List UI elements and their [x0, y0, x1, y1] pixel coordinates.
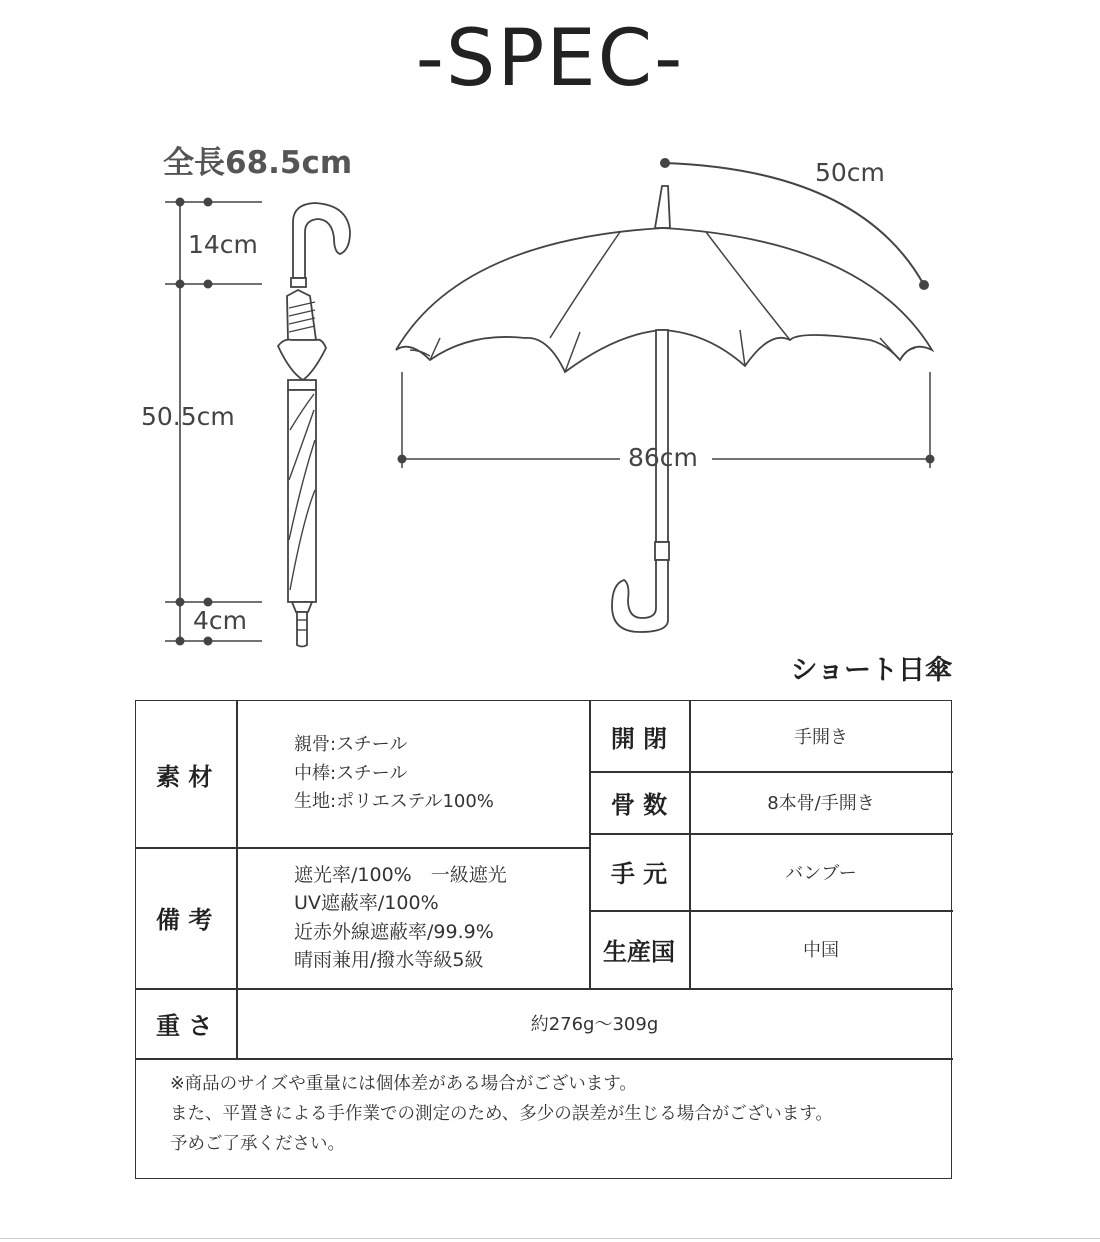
open-umbrella-icon — [396, 186, 932, 632]
material-label: 素 材 — [156, 762, 213, 791]
notes-line: 近赤外線遮蔽率/99.9% — [294, 920, 494, 943]
weight-label: 重 さ — [156, 1011, 213, 1040]
material-line: 親骨:スチール — [294, 734, 408, 756]
notes-value — [236, 847, 589, 988]
notes-label: 備 考 — [156, 906, 213, 934]
notes-line: 遮光率/100% 一級遮光 — [294, 863, 507, 886]
open-value: 手開き — [794, 727, 848, 748]
disclaimer-line: 予めご了承ください。 — [170, 1134, 345, 1154]
notes-line: 晴雨兼用/撥水等級5級 — [294, 949, 484, 971]
notes-line: UV遮蔽率/100% — [294, 892, 439, 914]
ribs-label: 骨 数 — [610, 790, 668, 819]
grip-value: バンブー — [785, 862, 857, 884]
rib-length-label: 50cm — [815, 158, 885, 187]
material-line: 中棒:スチール — [294, 762, 408, 784]
material-line: 生地:ポリエステル100% — [294, 791, 494, 813]
open-label: 開 閉 — [610, 724, 668, 753]
total-length-label: 全長68.5cm — [163, 145, 353, 181]
page-title: -SPEC- — [415, 14, 685, 104]
origin-value: 中国 — [803, 940, 839, 961]
weight-value: 約276g～309g — [530, 1014, 659, 1035]
handle-length-label: 14cm — [188, 230, 258, 259]
bottom-divider — [0, 1238, 1100, 1239]
material-value — [236, 701, 589, 847]
ribs-value: 8本骨/手開き — [767, 793, 875, 814]
disclaimer — [170, 1069, 833, 1159]
tip-length-label: 4cm — [193, 606, 248, 635]
width-label: 86cm — [628, 443, 698, 472]
grip-label: 手 元 — [610, 860, 668, 888]
spec-table — [135, 700, 952, 1179]
disclaimer-line: ※商品のサイズや重量には個体差がある場合がございます。 — [170, 1074, 637, 1094]
origin-label: 生産国 — [603, 937, 675, 966]
disclaimer-line: また、平置きによる手作業での測定のため、多少の誤差が生じる場合がございます。 — [170, 1104, 833, 1124]
body-length-label: 50.5cm — [141, 402, 235, 431]
folded-umbrella-icon — [278, 203, 350, 647]
product-name: ショート日傘 — [790, 655, 952, 686]
